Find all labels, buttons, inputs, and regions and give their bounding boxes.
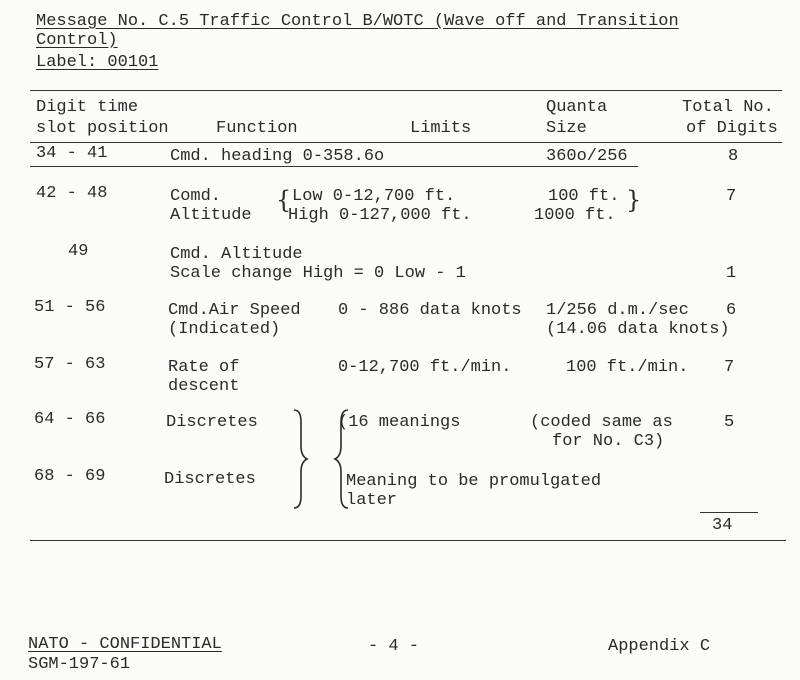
slot-position: 49 — [68, 242, 89, 261]
total-digits: 5 — [724, 413, 735, 432]
total-digits: 1 — [726, 264, 737, 283]
footer-page-number: - 4 - — [368, 637, 420, 656]
col-header-quanta-line1: Quanta — [546, 98, 608, 117]
left-brace-icon: { — [276, 186, 292, 214]
limits-text: High 0-127,000 ft. — [288, 206, 472, 225]
right-brace-icon: } — [626, 186, 642, 214]
quanta-size: 100 ft. — [548, 187, 620, 206]
quanta-size: 1000 ft. — [534, 206, 616, 225]
footer-doc-number: SGM-197-61 — [28, 655, 131, 674]
footer-classification: NATO - CONFIDENTIAL — [28, 635, 222, 654]
slot-position: 68 - 69 — [34, 467, 106, 486]
total-digits: 7 — [726, 187, 737, 206]
function-text: Comd. — [170, 187, 222, 206]
slot-position: 34 - 41 — [36, 144, 108, 163]
quanta-size: (coded same as — [530, 413, 673, 432]
row-underline — [30, 166, 638, 167]
limits-text: 0-12,700 ft./min. — [338, 358, 512, 377]
slot-position: 42 - 48 — [36, 184, 108, 203]
limits-text: Low 0-12,700 ft. — [292, 187, 456, 206]
quanta-size: 360o/256 — [546, 147, 628, 166]
col-header-digit-line1: Digit time — [36, 98, 139, 117]
col-header-total-line1: Total No. — [682, 98, 774, 117]
total-digits: 7 — [724, 358, 735, 377]
quanta-size: 1/256 d.m./sec — [546, 301, 689, 320]
limits-text: 0 - 886 data knots — [338, 301, 522, 320]
slot-position: 57 - 63 — [34, 355, 106, 374]
col-header-quanta-line2: Size — [546, 119, 587, 138]
total-digits: 8 — [728, 147, 739, 166]
limits-text: later — [346, 491, 398, 510]
header-bottom-rule — [30, 142, 782, 143]
discretes-brace-icon — [286, 404, 356, 514]
function-text: Cmd.Air Speed — [168, 301, 301, 320]
footer-appendix: Appendix C — [608, 637, 711, 656]
total-digits: 6 — [726, 301, 737, 320]
function-text: Cmd. Altitude — [170, 245, 303, 264]
col-header-digit-line2: slot position — [36, 119, 169, 138]
table-top-rule — [30, 90, 782, 91]
quanta-size: for No. C3) — [552, 432, 665, 451]
col-header-function: Function — [216, 119, 298, 138]
function-text: Altitude — [170, 206, 252, 225]
message-label: Label: 00101 — [36, 53, 159, 72]
function-text: Discretes — [166, 413, 258, 432]
function-text: Cmd. heading 0-358.6o — [170, 147, 385, 166]
table-bottom-rule — [30, 540, 786, 541]
limits-text: (16 meanings — [338, 413, 461, 432]
document-title-line2: Control) — [36, 31, 118, 50]
quanta-size: (14.06 data knots) — [546, 320, 730, 339]
sum-rule — [700, 512, 758, 513]
sum-total: 34 — [712, 516, 733, 535]
slot-position: 51 - 56 — [34, 298, 106, 317]
col-header-limits: Limits — [410, 119, 472, 138]
function-text: (Indicated) — [168, 320, 281, 339]
function-text: Rate of — [168, 358, 240, 377]
document-title-line1: Message No. C.5 Traffic Control B/WOTC (Wave off and Transition — [36, 12, 679, 31]
function-text: Scale change High = 0 Low - 1 — [170, 264, 466, 283]
function-text: Discretes — [164, 470, 256, 489]
col-header-total-line2: of Digits — [686, 119, 778, 138]
slot-position: 64 - 66 — [34, 410, 106, 429]
function-text: descent — [168, 377, 240, 396]
limits-text: Meaning to be promulgated — [346, 472, 602, 491]
quanta-size: 100 ft./min. — [566, 358, 689, 377]
